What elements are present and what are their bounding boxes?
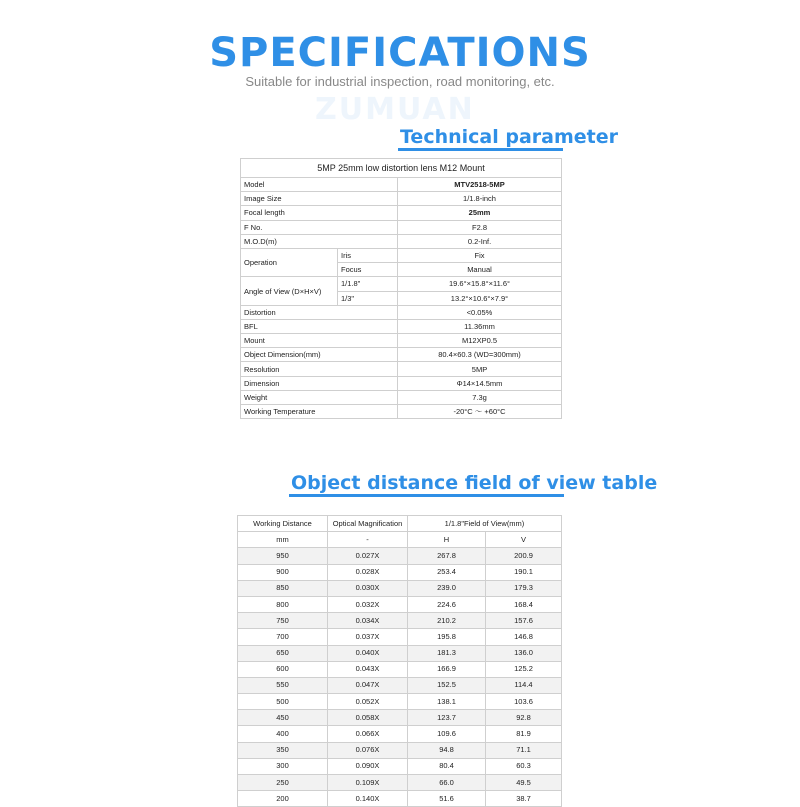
fov-h-cell: 66.0: [408, 775, 486, 791]
fov-v-cell: 146.8: [486, 629, 562, 645]
table-row: [238, 742, 562, 758]
technical-parameter-table: [240, 158, 562, 419]
fov-h-cell: 239.0: [408, 580, 486, 596]
magnification-cell: 0.066X: [328, 726, 408, 742]
wd-cell: 350: [238, 742, 328, 758]
dimension-value: Φ14×14.5mm: [398, 376, 562, 390]
fov-h-cell: 210.2: [408, 613, 486, 629]
fov-h-cell: 94.8: [408, 742, 486, 758]
iris-label: Iris: [338, 248, 398, 262]
wd-cell: 850: [238, 580, 328, 596]
working-temperature-value: -20°C ～ +60°C: [398, 405, 562, 419]
table-row: [238, 661, 562, 677]
fov-v-cell: 71.1: [486, 742, 562, 758]
fov-h-cell: 181.3: [408, 645, 486, 661]
fov-h-cell: 138.1: [408, 694, 486, 710]
magnification-cell: 0.043X: [328, 661, 408, 677]
table-row: [241, 206, 562, 220]
magnification-cell: 0.058X: [328, 710, 408, 726]
image-size-value: 1/1.8-inch: [398, 192, 562, 206]
unit-v: V: [486, 532, 562, 548]
fov-v-cell: 114.4: [486, 677, 562, 693]
table-row: [241, 348, 562, 362]
wd-cell: 750: [238, 613, 328, 629]
magnification-cell: 0.027X: [328, 548, 408, 564]
table-row: [241, 405, 562, 419]
table-row: [238, 629, 562, 645]
fov-v-cell: 49.5: [486, 775, 562, 791]
table-row: [241, 192, 562, 206]
unit-wd: mm: [238, 532, 328, 548]
wd-cell: 200: [238, 791, 328, 807]
fov-h-cell: 253.4: [408, 564, 486, 580]
wd-cell: 700: [238, 629, 328, 645]
table-row: [241, 305, 562, 319]
table-units-row: [238, 532, 562, 548]
table-row: [241, 234, 562, 248]
table-row: [238, 564, 562, 580]
mount-value: M12XP0.5: [398, 334, 562, 348]
wd-cell: 900: [238, 564, 328, 580]
resolution-label: Resolution: [241, 362, 398, 376]
fov-v-cell: 125.2: [486, 661, 562, 677]
fov-v-cell: 157.6: [486, 613, 562, 629]
fov-h-cell: 109.6: [408, 726, 486, 742]
mount-label: Mount: [241, 334, 398, 348]
fov-h-cell: 224.6: [408, 596, 486, 612]
magnification-cell: 0.032X: [328, 596, 408, 612]
wd-cell: 950: [238, 548, 328, 564]
fov-v-cell: 179.3: [486, 580, 562, 596]
fov-v-cell: 103.6: [486, 694, 562, 710]
magnification-cell: 0.109X: [328, 775, 408, 791]
table-row: [238, 645, 562, 661]
focal-length-value: 25mm: [398, 206, 562, 220]
object-dimension-label: Object Dimension(mm): [241, 348, 398, 362]
fov-heading: Object distance field of view table: [291, 472, 658, 494]
magnification-cell: 0.052X: [328, 694, 408, 710]
wd-cell: 600: [238, 661, 328, 677]
fov-heading-underline: [289, 494, 564, 497]
table-row: [238, 580, 562, 596]
aov-sensor-2: 1/3": [338, 291, 398, 305]
wd-cell: 550: [238, 677, 328, 693]
wd-cell: 300: [238, 758, 328, 774]
bfl-value: 11.36mm: [398, 319, 562, 333]
dimension-label: Dimension: [241, 376, 398, 390]
table-row: [238, 710, 562, 726]
table-row: [241, 159, 562, 178]
table-row: [241, 334, 562, 348]
table-row: [241, 376, 562, 390]
aov-value-2: 13.2°×10.6°×7.9°: [398, 291, 562, 305]
field-of-view-table: [237, 515, 562, 807]
fov-h-cell: 51.6: [408, 791, 486, 807]
magnification-cell: 0.030X: [328, 580, 408, 596]
fov-v-cell: 200.9: [486, 548, 562, 564]
f-number-label: F No.: [241, 220, 398, 234]
magnification-cell: 0.034X: [328, 613, 408, 629]
fov-h-cell: 152.5: [408, 677, 486, 693]
wd-cell: 800: [238, 596, 328, 612]
table-row: [241, 248, 562, 262]
magnification-cell: 0.140X: [328, 791, 408, 807]
working-temperature-label: Working Temperature: [241, 405, 398, 419]
focal-length-label: Focal length: [241, 206, 398, 220]
fov-h-cell: 123.7: [408, 710, 486, 726]
magnification-cell: 0.047X: [328, 677, 408, 693]
object-dimension-value: 80.4×60.3 (WD=300mm): [398, 348, 562, 362]
table-caption: 5MP 25mm low distortion lens M12 Mount: [241, 159, 562, 178]
focus-label: Focus: [338, 263, 398, 277]
distortion-value: <0.05%: [398, 305, 562, 319]
focus-value: Manual: [398, 263, 562, 277]
table-row: [241, 319, 562, 333]
magnification-cell: 0.040X: [328, 645, 408, 661]
fov-h-cell: 267.8: [408, 548, 486, 564]
col-working-distance: Working Distance: [238, 516, 328, 532]
watermark-text: ZUMUAN: [315, 92, 475, 127]
fov-v-cell: 81.9: [486, 726, 562, 742]
distortion-label: Distortion: [241, 305, 398, 319]
table-row: [238, 775, 562, 791]
aov-value-1: 19.6°×15.8°×11.6°: [398, 277, 562, 291]
fov-v-cell: 38.7: [486, 791, 562, 807]
watermark-logo: [315, 92, 475, 127]
table-row: [238, 758, 562, 774]
model-value: MTV2518-5MP: [398, 178, 562, 192]
magnification-cell: 0.037X: [328, 629, 408, 645]
mod-value: 0.2-Inf.: [398, 234, 562, 248]
unit-mag: -: [328, 532, 408, 548]
wd-cell: 250: [238, 775, 328, 791]
technical-heading-underline: [398, 148, 563, 151]
unit-h: H: [408, 532, 486, 548]
angle-of-view-label: Angle of View (D×H×V): [241, 277, 338, 305]
table-row: [241, 277, 562, 291]
fov-v-cell: 136.0: [486, 645, 562, 661]
model-label: Model: [241, 178, 398, 192]
table-row: [238, 677, 562, 693]
mod-label: M.O.D(m): [241, 234, 398, 248]
table-row: [241, 220, 562, 234]
fov-h-cell: 166.9: [408, 661, 486, 677]
table-header-row: [238, 516, 562, 532]
table-row: [238, 726, 562, 742]
table-row: [238, 694, 562, 710]
fov-h-cell: 80.4: [408, 758, 486, 774]
table-row: [238, 613, 562, 629]
col-optical-magnification: Optical Magnification: [328, 516, 408, 532]
magnification-cell: 0.090X: [328, 758, 408, 774]
resolution-value: 5MP: [398, 362, 562, 376]
wd-cell: 450: [238, 710, 328, 726]
magnification-cell: 0.028X: [328, 564, 408, 580]
technical-heading: Technical parameter: [400, 126, 618, 148]
fov-v-cell: 60.3: [486, 758, 562, 774]
wd-cell: 500: [238, 694, 328, 710]
magnification-cell: 0.076X: [328, 742, 408, 758]
wd-cell: 400: [238, 726, 328, 742]
table-row: [241, 390, 562, 404]
table-row: [238, 596, 562, 612]
wd-cell: 650: [238, 645, 328, 661]
fov-h-cell: 195.8: [408, 629, 486, 645]
operation-label: Operation: [241, 248, 338, 276]
page-title: SPECIFICATIONS: [209, 30, 591, 76]
bfl-label: BFL: [241, 319, 398, 333]
image-size-label: Image Size: [241, 192, 398, 206]
table-row: [241, 178, 562, 192]
fov-v-cell: 190.1: [486, 564, 562, 580]
fov-v-cell: 168.4: [486, 596, 562, 612]
aov-sensor-1: 1/1.8": [338, 277, 398, 291]
col-field-of-view: 1/1.8"Field of View(mm): [408, 516, 562, 532]
table-row: [238, 791, 562, 807]
weight-value: 7.3g: [398, 390, 562, 404]
page-subtitle: Suitable for industrial inspection, road monitoring, etc.: [245, 74, 555, 89]
weight-label: Weight: [241, 390, 398, 404]
table-row: [238, 548, 562, 564]
table-row: [241, 362, 562, 376]
iris-value: Fix: [398, 248, 562, 262]
fov-v-cell: 92.8: [486, 710, 562, 726]
f-number-value: F2.8: [398, 220, 562, 234]
